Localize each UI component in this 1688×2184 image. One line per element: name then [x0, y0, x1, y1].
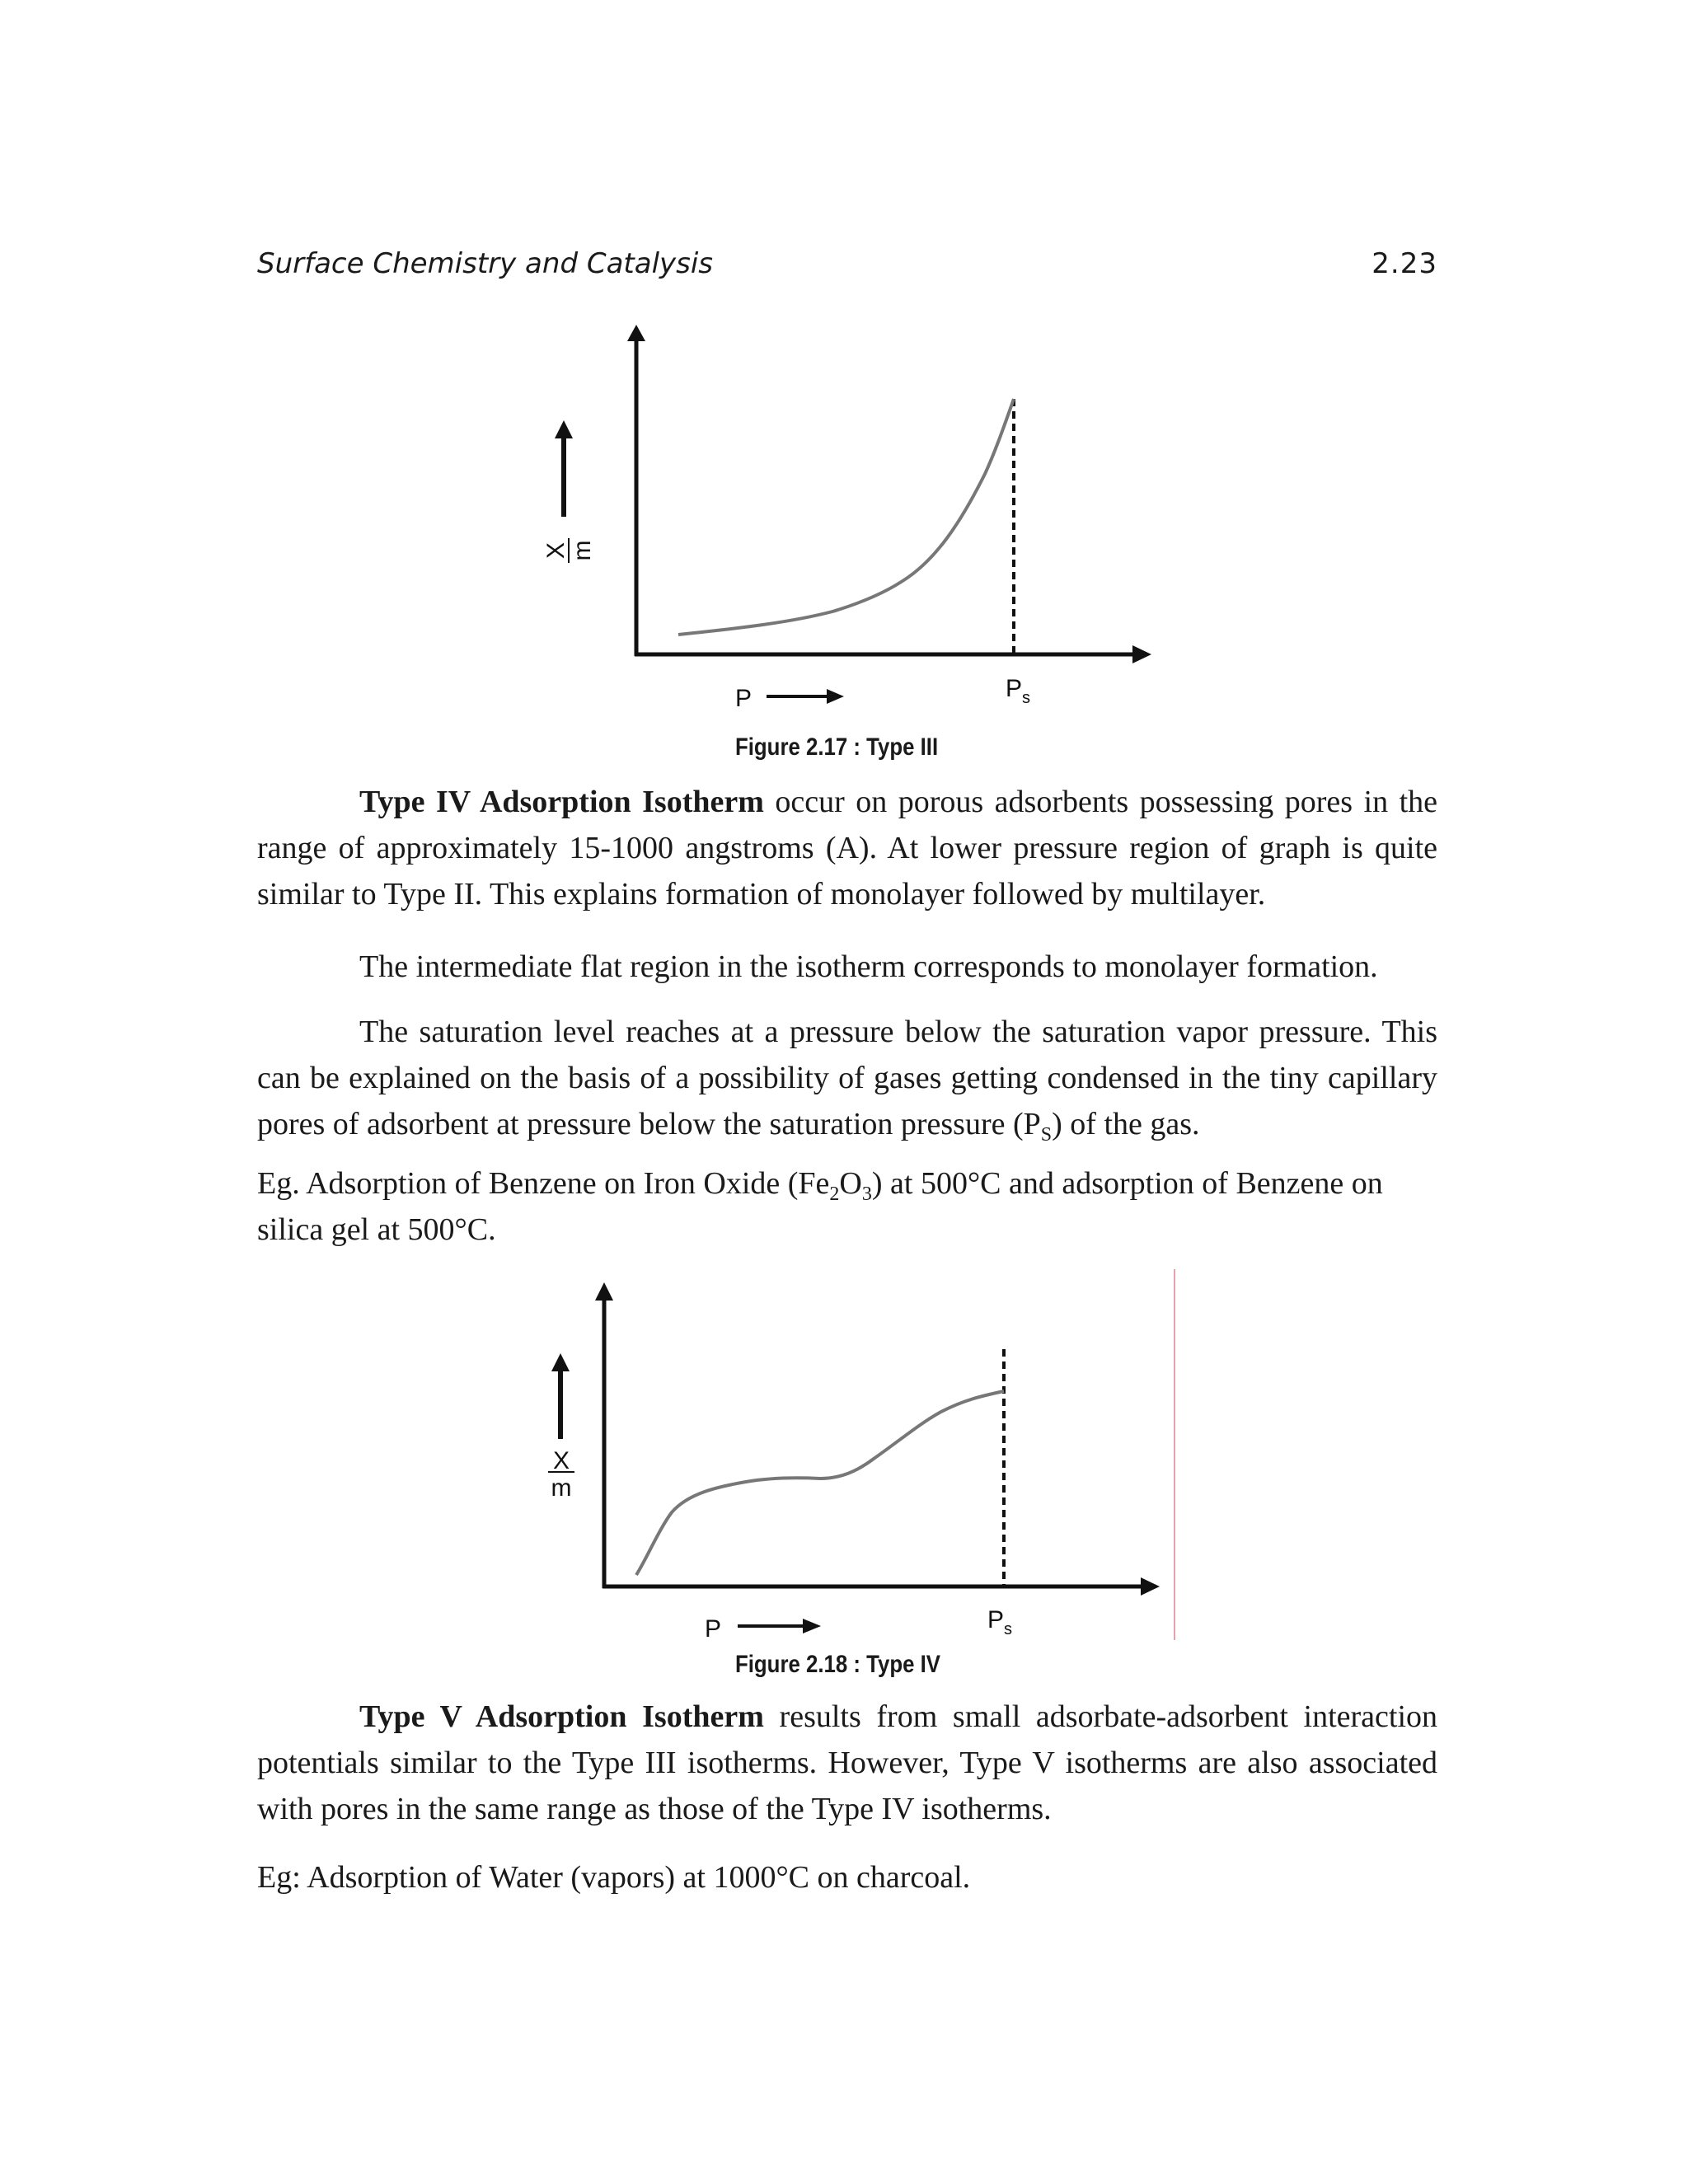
- page-number: 2.23: [1372, 247, 1437, 280]
- type-iv-paragraph: [257, 779, 1437, 917]
- type-iv-paragraph-text: occur on porous adsorbents possessing pores in the range of approximately 15-1000 angstroms (A). At lower pressure region of graph is quite similar to Type II. This explains formation of monolayer followed by multilayer.: [257, 785, 1438, 912]
- fig18-x-label: P: [705, 1615, 722, 1643]
- fig17-x-label: P: [735, 685, 753, 712]
- figure-2-17-graph: [0, 0, 1688, 742]
- saturation-paragraph-text-a: The saturation level reaches at a pressure below the saturation vapor pressure. This can be explained on the basis of a possibility of gases getting condensed in the tiny capillary pores of adsorbent at pressure below the saturation pressure (P: [257, 1015, 1437, 1141]
- fig18-y-label-m: m: [551, 1474, 572, 1502]
- fig18-ps-label: $P_s$: [987, 1606, 1013, 1638]
- figure-2-17-caption: Figure 2.17 : Type III: [735, 733, 939, 761]
- fig18-isotherm-curve: [636, 1391, 1004, 1575]
- saturation-paragraph: [257, 1009, 1437, 1147]
- fig18-x-label-arrowhead: [803, 1619, 821, 1633]
- saturation-subscript: S: [1040, 1124, 1053, 1146]
- fig17-x-axis-arrowhead: [1132, 645, 1151, 663]
- figure-2-18-caption: Figure 2.18 : Type IV: [735, 1651, 940, 1678]
- fig17-y-label-arrowhead: [555, 420, 573, 438]
- fig17-x-label-arrowhead: [827, 689, 844, 704]
- type-iv-example-sub1: 2: [829, 1183, 840, 1205]
- saturation-paragraph-text-b: ) of the gas.: [1052, 1107, 1200, 1141]
- fig17-y-label-m: m: [569, 540, 596, 561]
- type-v-heading: Type V Adsorption Isotherm: [359, 1699, 764, 1734]
- figure-2-18-graph: [0, 1236, 1688, 1665]
- fig18-x-axis-arrowhead: [1141, 1577, 1160, 1596]
- type-iv-example-sub2: 3: [861, 1183, 872, 1205]
- type-v-paragraph: [257, 1694, 1437, 1832]
- fig17-ps-label: $P_s$: [1006, 675, 1031, 707]
- fig17-y-axis-arrowhead: [627, 325, 645, 341]
- type-iv-example-text-c: ) at 500°C and adsorption of Benzene on silica gel at 500°C.: [257, 1166, 1383, 1247]
- type-v-paragraph-text: results from small adsorbate-adsorbent interaction potentials similar to the Type III isotherms. However, Type V isotherms are also associated with pores in the same range as those of the Type IV isotherms.: [257, 1699, 1438, 1826]
- fig18-y-label-arrowhead: [551, 1353, 570, 1371]
- fig17-y-label: [542, 538, 596, 563]
- type-iv-example-text-a: Eg. Adsorption of Benzene on Iron Oxide (Fe: [257, 1166, 830, 1201]
- fig17-y-label-x: X: [542, 541, 570, 560]
- fig18-y-label-x: X: [552, 1447, 570, 1474]
- running-title: Surface Chemistry and Catalysis: [257, 247, 714, 280]
- fig18-y-axis-arrowhead: [595, 1282, 613, 1301]
- fig17-isotherm-curve: [678, 399, 1014, 635]
- type-v-example: Eg: Adsorption of Water (vapors) at 1000°C on charcoal.: [257, 1860, 971, 1895]
- monolayer-paragraph: The intermediate flat region in the isotherm corresponds to monolayer formation.: [359, 949, 1378, 984]
- type-iv-heading: Type IV Adsorption Isotherm: [359, 785, 764, 819]
- type-iv-example-text-b: O: [839, 1166, 862, 1201]
